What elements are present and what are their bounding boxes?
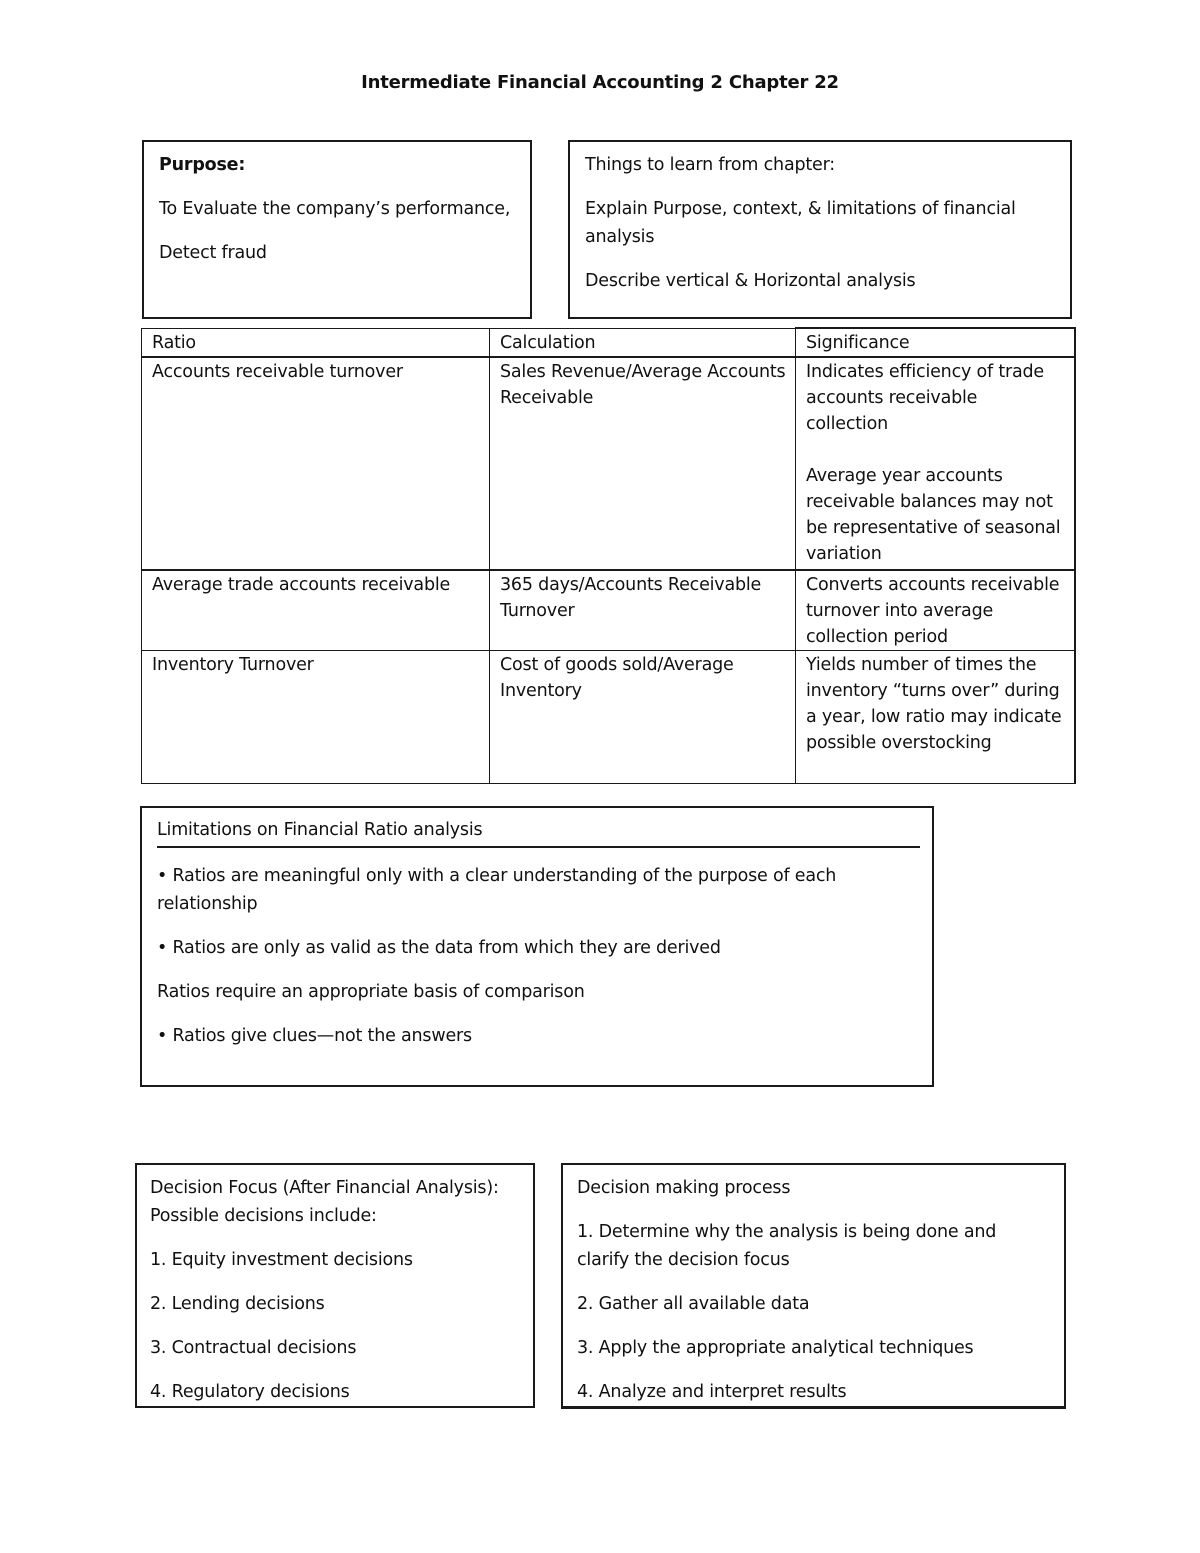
significance-text: Converts accounts receivable turnover into average collection period xyxy=(806,575,1060,647)
decision-focus-item: 4. Regulatory decisions xyxy=(150,1382,350,1402)
decision-process-step: 4. Analyze and interpret results xyxy=(577,1382,847,1402)
limitations-box xyxy=(140,806,934,1087)
limitations-heading: Limitations on Financial Ratio analysis xyxy=(157,816,920,848)
decision-focus-heading: Decision Focus (After Financial Analysis): Possible decisions include: xyxy=(150,1178,499,1226)
page-title: Intermediate Financial Accounting 2 Chapter 22 xyxy=(361,72,839,93)
calculation-cell: Cost of goods sold/Average Inventory xyxy=(490,651,796,784)
limitation-item: • Ratios are only as valid as the data from which they are derived xyxy=(157,938,721,958)
decision-process-heading: Decision making process xyxy=(577,1178,791,1198)
column-header-calculation: Calculation xyxy=(490,328,796,357)
limitation-item: • Ratios are meaningful only with a clear understanding of the purpose of each relationship xyxy=(157,866,837,914)
calculation-cell: 365 days/Accounts Receivable Turnover xyxy=(490,570,796,651)
learning-goal: Explain Purpose, context, & limitations of financial analysis xyxy=(585,199,1016,247)
learning-goals-heading: Things to learn from chapter: xyxy=(585,155,835,175)
decision-process-step: 3. Apply the appropriate analytical techniques xyxy=(577,1338,974,1358)
table-row xyxy=(142,651,1075,784)
ratio-table xyxy=(141,327,1076,784)
significance-cell xyxy=(796,570,1075,651)
decision-process-step: 1. Determine why the analysis is being done and clarify the decision focus xyxy=(577,1222,997,1270)
column-header-ratio: Ratio xyxy=(142,328,490,357)
limitation-item: • Ratios give clues—not the answers xyxy=(157,1026,472,1046)
ratio-cell: Inventory Turnover xyxy=(142,651,490,784)
significance-text: Yields number of times the inventory “turns over” during a year, low ratio may indicate possible overstocking xyxy=(806,655,1062,753)
decision-focus-item: 3. Contractual decisions xyxy=(150,1338,357,1358)
table-row xyxy=(142,570,1075,651)
learning-goals-box xyxy=(568,140,1072,319)
decision-process-step: 2. Gather all available data xyxy=(577,1294,810,1314)
table-row xyxy=(142,357,1075,570)
decision-focus-item: 2. Lending decisions xyxy=(150,1294,325,1314)
purpose-line: Detect fraud xyxy=(159,243,267,263)
purpose-box xyxy=(142,140,532,319)
decision-focus-item: 1. Equity investment decisions xyxy=(150,1250,413,1270)
significance-text: Indicates efficiency of trade accounts receivable collection xyxy=(806,362,1044,434)
significance-cell xyxy=(796,651,1075,784)
ratio-cell: Average trade accounts receivable xyxy=(142,570,490,651)
significance-cell xyxy=(796,357,1075,570)
decision-focus-box xyxy=(135,1163,535,1408)
calculation-cell: Sales Revenue/Average Accounts Receivable xyxy=(490,357,796,570)
column-header-significance: Significance xyxy=(796,328,1075,357)
decision-process-box xyxy=(561,1163,1066,1409)
purpose-heading: Purpose: xyxy=(159,155,246,175)
significance-text: Average year accounts receivable balances may not be representative of seasonal variation xyxy=(806,466,1061,564)
table-header-row xyxy=(142,328,1075,357)
ratio-cell: Accounts receivable turnover xyxy=(142,357,490,570)
purpose-line: To Evaluate the company’s performance, xyxy=(159,199,511,219)
learning-goal: Describe vertical & Horizontal analysis xyxy=(585,271,916,291)
limitation-item: Ratios require an appropriate basis of comparison xyxy=(157,982,585,1002)
